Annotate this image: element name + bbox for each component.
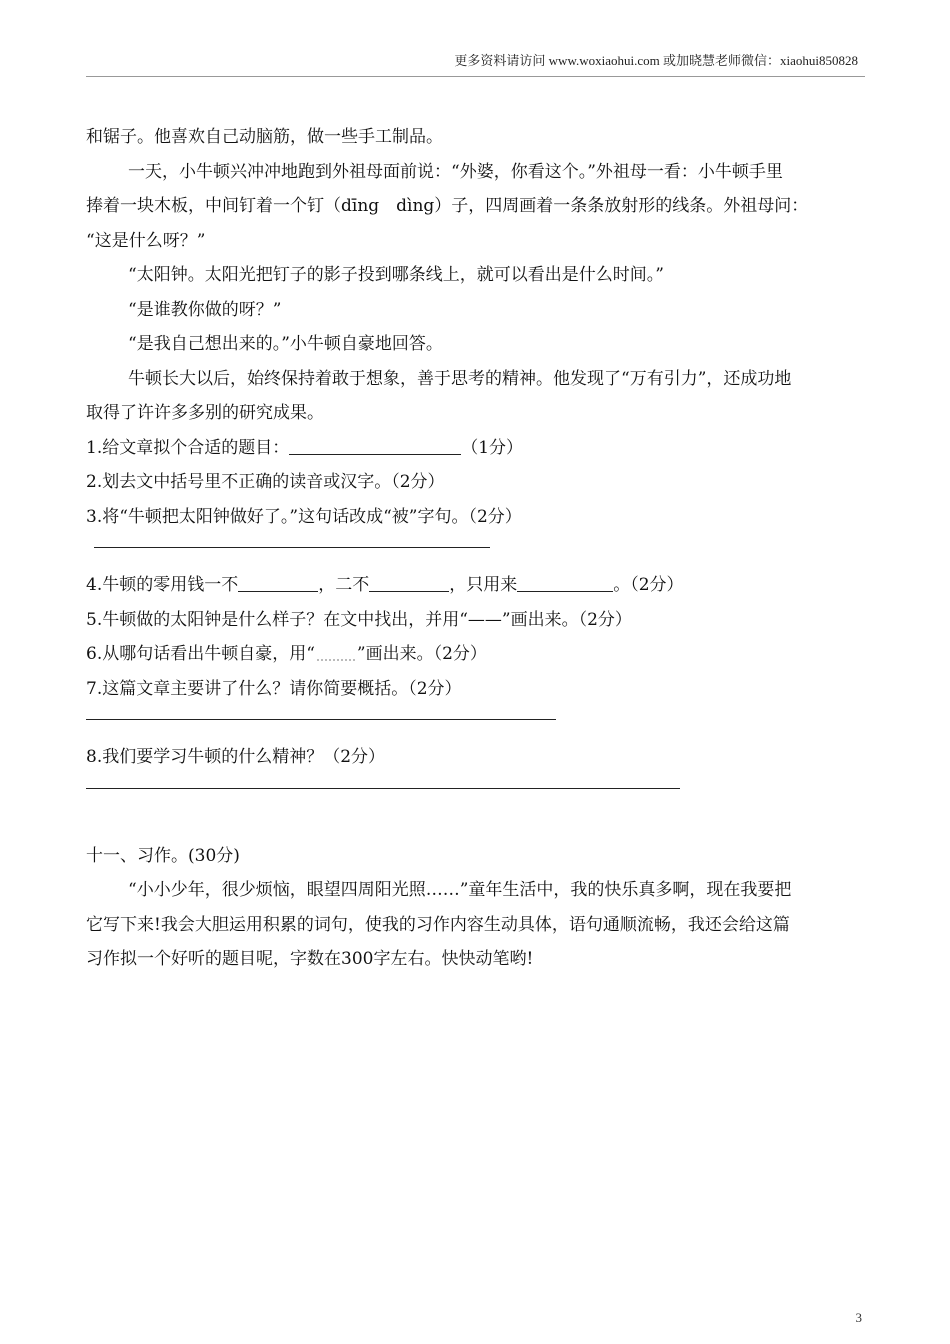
question-6-part: 6.从哪句话看出牛顿自豪，用“	[86, 644, 315, 664]
story-line: “是我自己想出来的。”小牛顿自豪地回答。	[128, 334, 443, 354]
question-4-blank-1[interactable]	[238, 572, 318, 592]
question-7-answer-line[interactable]	[86, 719, 556, 720]
wavy-underline-mark	[317, 649, 355, 661]
story-line: 牛顿长大以后，始终保持着敢于想象，善于思考的精神。他发现了“万有引力”，还成功地	[128, 368, 792, 389]
story-line: 和锯子。他喜欢自己动脑筋，做一些手工制品。	[86, 127, 443, 147]
question-4-blank-2[interactable]	[369, 572, 449, 592]
story-line: “太阳钟。太阳光把钉子的影子投到哪条线上，就可以看出是什么时间。”	[128, 265, 664, 285]
question-4-blank-3[interactable]	[517, 572, 613, 592]
question-4-part: 。（2分）	[613, 575, 684, 595]
question-4	[86, 568, 868, 603]
page-number: 3	[855, 1310, 862, 1325]
writing-prompt-line: 它写下来!我会大胆运用积累的词句，使我的习作内容生动具体，语句通顺流畅，我还会给这篇	[86, 914, 790, 935]
story-line: 取得了许许多多别的研究成果。	[86, 403, 324, 423]
page-header: 更多资料请访问 www.woxiaohui.com 或加晓慧老师微信：xiaohui850828	[454, 53, 858, 68]
question-1-text: 1.给文章拟个合适的题目：	[86, 437, 290, 458]
question-3-answer-line[interactable]	[94, 547, 490, 548]
writing-prompt-line: “小小少年，很少烦恼，眼望四周阳光照……”童年生活中，我的快乐真多啊，现在我要把	[128, 880, 792, 900]
document-body	[86, 120, 868, 977]
question-4-part: 4.牛顿的零用钱一不	[86, 575, 239, 595]
question-4-part: ，二不	[318, 575, 370, 595]
question-4-part: ，只用来	[449, 575, 518, 595]
question-6-part: ”画出来。（2分）	[356, 644, 487, 664]
story-line: 一天，小牛顿兴冲冲地跑到外祖母面前说：“外婆，你看这个。”外祖母一看：小牛顿手里	[128, 161, 783, 182]
question-1	[86, 431, 868, 466]
question-3: 3.将“牛顿把太阳钟做好了。”这句话改成“被”字句。（2分）	[86, 506, 522, 527]
question-7: 7.这篇文章主要讲了什么？请你简要概括。（2分）	[86, 678, 462, 699]
question-5: 5.牛顿做的太阳钟是什么样子？在文中找出，并用“——”画出来。（2分）	[86, 609, 632, 630]
question-6	[86, 637, 868, 672]
writing-section-title: 十一、习作。(30分)	[86, 845, 240, 866]
question-2: 2.划去文中括号里不正确的读音或汉字。（2分）	[86, 472, 445, 492]
writing-prompt-line: 习作拟一个好听的题目呢，字数在300字左右。快快动笔哟!	[86, 949, 534, 969]
header-divider	[86, 76, 865, 77]
question-1-blank[interactable]	[289, 435, 461, 455]
question-8: 8.我们要学习牛顿的什么精神？（2分）	[86, 747, 386, 767]
question-8-answer-line[interactable]	[86, 788, 680, 789]
story-line: “这是什么呀？”	[86, 230, 206, 251]
question-1-score: （1分）	[461, 437, 524, 458]
story-line: “是谁教你做的呀？”	[128, 299, 282, 320]
story-line: 捧着一块木板，中间钉着一个钉（dīng dìng）子，四周画着一条条放射形的线条。外祖母问：	[86, 196, 809, 216]
